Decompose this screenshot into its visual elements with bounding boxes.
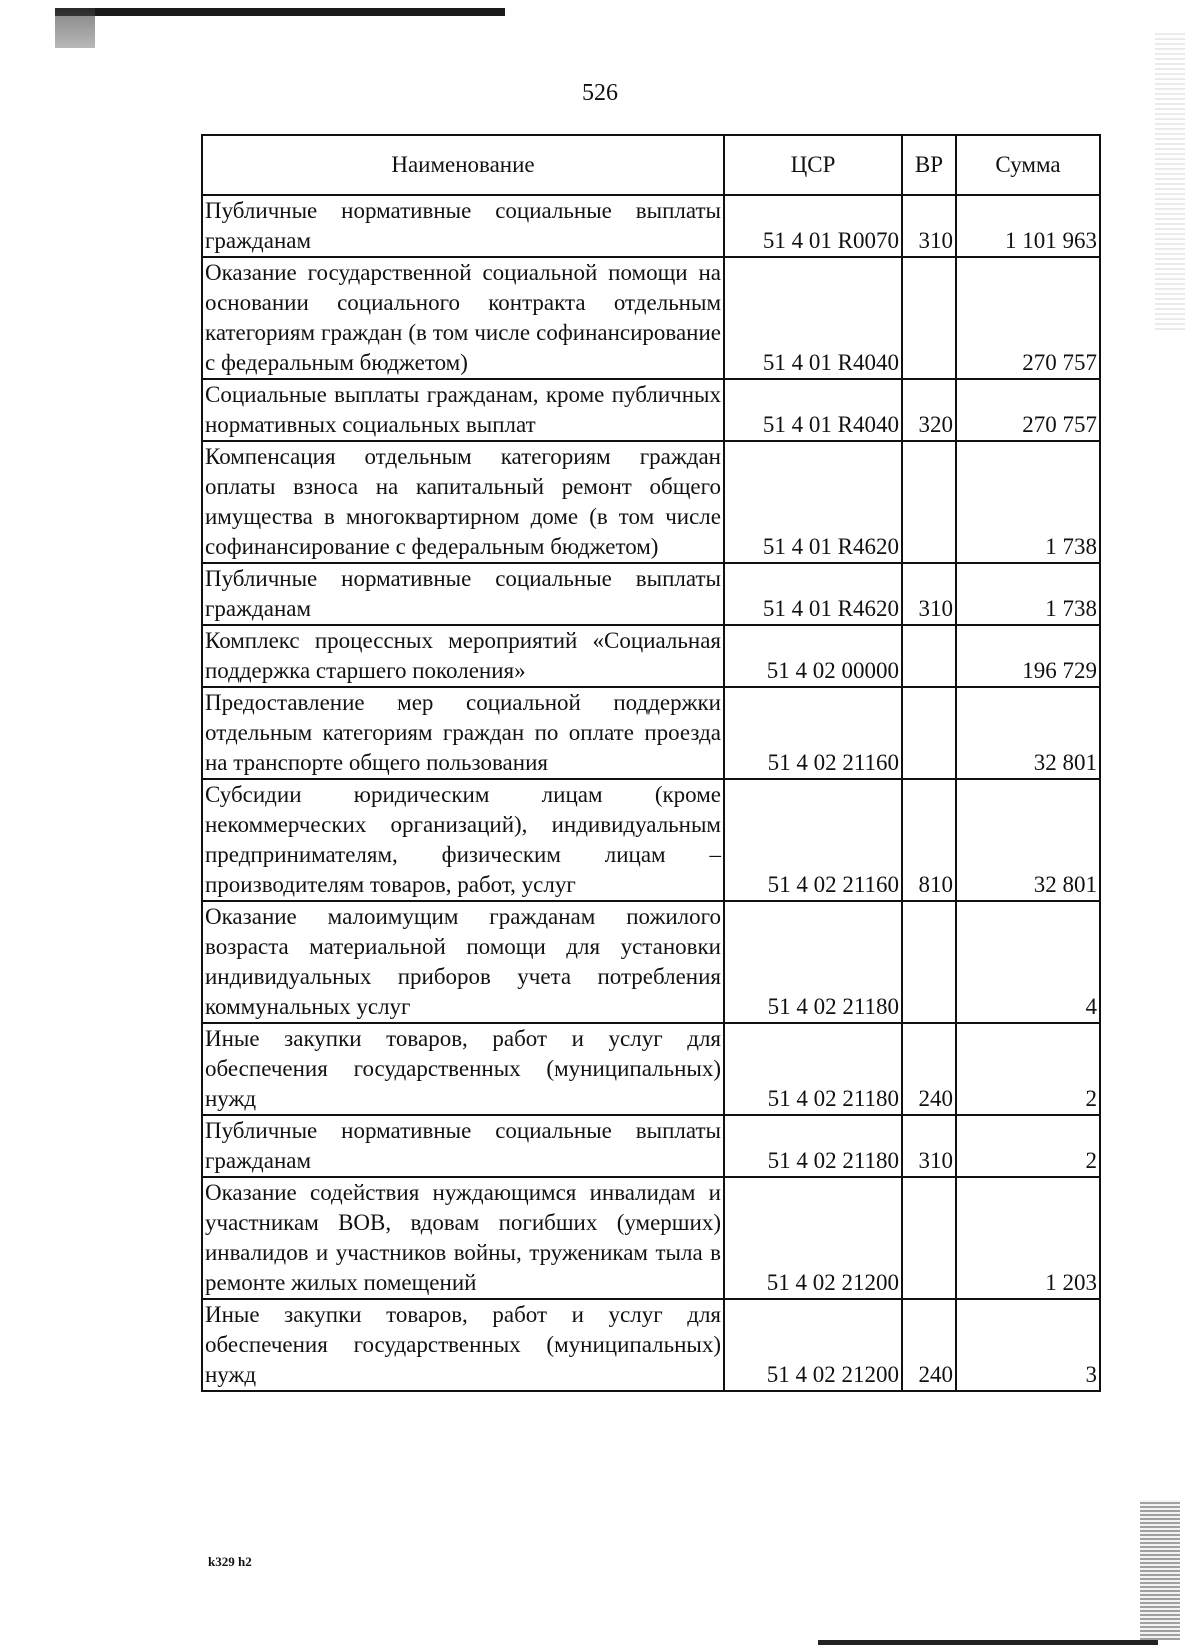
- header-sum: Сумма: [956, 135, 1100, 195]
- cell-vr: 310: [902, 1115, 956, 1177]
- cell-vr: 240: [902, 1299, 956, 1391]
- cell-sum: 1 738: [956, 563, 1100, 625]
- cell-sum: 196 729: [956, 625, 1100, 687]
- header-vr: ВР: [902, 135, 956, 195]
- cell-vr: [902, 687, 956, 779]
- cell-sum: 32 801: [956, 687, 1100, 779]
- scan-corner-shadow: [55, 8, 95, 48]
- cell-code: 51 4 01 R4620: [724, 563, 902, 625]
- cell-vr: [902, 257, 956, 379]
- cell-name: Субсидии юридическим лицам (кроме некоммерческих организаций), индивидуальным предпринимателям, физическим лицам – производителям товаров, работ, услуг: [202, 779, 724, 901]
- cell-code: 51 4 02 21180: [724, 901, 902, 1023]
- cell-name: Оказание малоимущим гражданам пожилого возраста материальной помощи для установки индивидуальных приборов учета потребления коммунальных услуг: [202, 901, 724, 1023]
- header-code: ЦСР: [724, 135, 902, 195]
- cell-code: 51 4 02 21200: [724, 1299, 902, 1391]
- cell-sum: 1 738: [956, 441, 1100, 563]
- cell-name: Социальные выплаты гражданам, кроме публичных нормативных социальных выплат: [202, 379, 724, 441]
- cell-vr: 310: [902, 195, 956, 257]
- cell-sum: 270 757: [956, 257, 1100, 379]
- table-row: [202, 625, 1100, 687]
- table-row: [202, 687, 1100, 779]
- cell-sum: 2: [956, 1115, 1100, 1177]
- cell-sum: 2: [956, 1023, 1100, 1115]
- scan-edge-right: [1155, 30, 1185, 330]
- table-row: [202, 1177, 1100, 1299]
- cell-sum: 4: [956, 901, 1100, 1023]
- cell-vr: 320: [902, 379, 956, 441]
- cell-code: 51 4 02 21180: [724, 1023, 902, 1115]
- cell-code: 51 4 02 21160: [724, 687, 902, 779]
- cell-code: 51 4 01 R0070: [724, 195, 902, 257]
- cell-name: Предоставление мер социальной поддержки отдельным категориям граждан по оплате проезда на транспорте общего пользования: [202, 687, 724, 779]
- cell-sum: 1 101 963: [956, 195, 1100, 257]
- cell-code: 51 4 01 R4040: [724, 379, 902, 441]
- cell-name: Публичные нормативные социальные выплаты гражданам: [202, 563, 724, 625]
- cell-vr: [902, 1177, 956, 1299]
- table-row: [202, 563, 1100, 625]
- scan-edge-right-bottom: [1140, 1500, 1180, 1640]
- table-row: [202, 257, 1100, 379]
- cell-sum: 32 801: [956, 779, 1100, 901]
- table-row: [202, 441, 1100, 563]
- table-row: [202, 901, 1100, 1023]
- cell-name: Публичные нормативные социальные выплаты гражданам: [202, 195, 724, 257]
- cell-name: Иные закупки товаров, работ и услуг для обеспечения государственных (муниципальных) нужд: [202, 1299, 724, 1391]
- table-row: [202, 1299, 1100, 1391]
- page-number: 526: [582, 80, 618, 106]
- cell-sum: 270 757: [956, 379, 1100, 441]
- table-header-row: [202, 135, 1100, 195]
- cell-vr: [902, 441, 956, 563]
- budget-table: [201, 134, 1101, 1392]
- cell-name: Оказание содействия нуждающимся инвалидам и участникам ВОВ, вдовам погибших (умерших) инвалидов и участников войны, труженикам тыла в ремонте жилых помещений: [202, 1177, 724, 1299]
- cell-name: Оказание государственной социальной помощи на основании социального контракта отдельным категориям граждан (в том числе софинансирование с федеральным бюджетом): [202, 257, 724, 379]
- cell-vr: [902, 625, 956, 687]
- cell-code: 51 4 02 21180: [724, 1115, 902, 1177]
- cell-code: 51 4 02 21160: [724, 779, 902, 901]
- cell-code: 51 4 01 R4620: [724, 441, 902, 563]
- cell-sum: 1 203: [956, 1177, 1100, 1299]
- cell-code: 51 4 02 00000: [724, 625, 902, 687]
- cell-sum: 3: [956, 1299, 1100, 1391]
- cell-code: 51 4 01 R4040: [724, 257, 902, 379]
- cell-name: Публичные нормативные социальные выплаты гражданам: [202, 1115, 724, 1177]
- cell-vr: 810: [902, 779, 956, 901]
- cell-name: Комплекс процессных мероприятий «Социальная поддержка старшего поколения»: [202, 625, 724, 687]
- header-name: Наименование: [202, 135, 724, 195]
- cell-name: Иные закупки товаров, работ и услуг для обеспечения государственных (муниципальных) нужд: [202, 1023, 724, 1115]
- table-row: [202, 1023, 1100, 1115]
- scan-edge-top: [55, 8, 505, 16]
- footer-code: k329 h2: [208, 1554, 252, 1569]
- cell-vr: [902, 901, 956, 1023]
- scan-edge-bottom: [818, 1640, 1158, 1645]
- table-row: [202, 195, 1100, 257]
- cell-vr: 240: [902, 1023, 956, 1115]
- table-row: [202, 379, 1100, 441]
- cell-vr: 310: [902, 563, 956, 625]
- table-body: [202, 195, 1100, 1391]
- table-row: [202, 779, 1100, 901]
- cell-code: 51 4 02 21200: [724, 1177, 902, 1299]
- table-row: [202, 1115, 1100, 1177]
- cell-name: Компенсация отдельным категориям граждан оплаты взноса на капитальный ремонт общего имущества в многоквартирном доме (в том числе софинансирование с федеральным бюджетом): [202, 441, 724, 563]
